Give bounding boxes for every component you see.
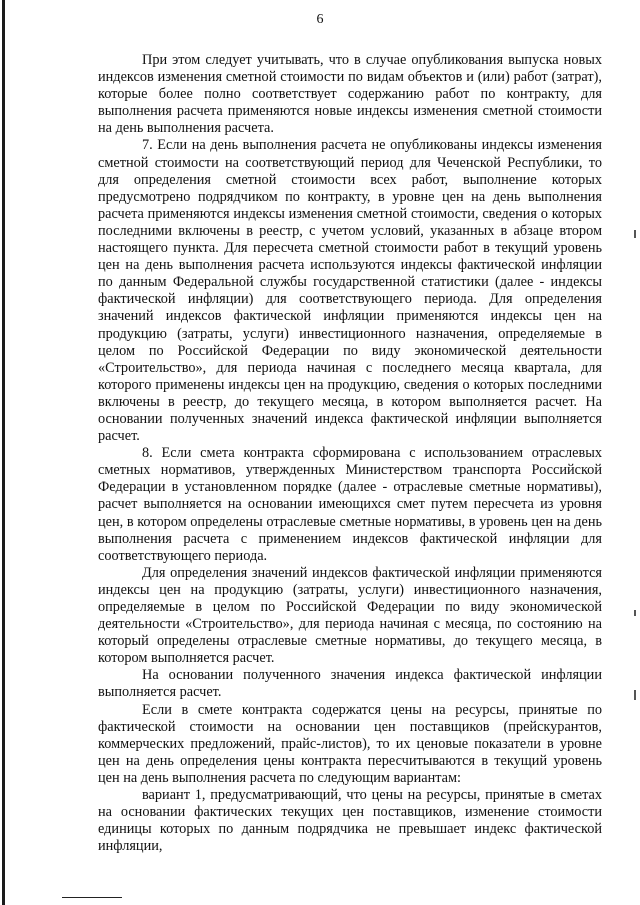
page-number: 6 xyxy=(316,12,324,27)
scan-edge-mark xyxy=(634,230,636,238)
paragraph: 8. Если смета контракта сформирована с использованием отраслевых сметных нормативов, утвержденных Министерством транспорта Российской Федерации в установленном порядке (далее - отраслевые сметные нормативы), расчет выполняется на основании имеющихся смет путем пересчета из уровня цен, в котором определены отраслевые сметные нормативы, в уровень цен на день выполнения расчета с применением индексов фактической инфляции для соответствующего периода. xyxy=(98,445,602,564)
scan-edge-mark xyxy=(634,610,636,616)
paragraph: вариант 1, предусматривающий, что цены на ресурсы, принятые в сметах на основании фактических текущих цен поставщиков, изменение стоимости единицы которых по данным подрядчика не превышает индекс фактической инфляции, xyxy=(98,787,602,855)
document-body xyxy=(98,52,602,855)
scan-edge-mark xyxy=(634,690,636,700)
paragraph: 7. Если на день выполнения расчета не опубликованы индексы изменения сметной стоимости на соответствующий период для Чеченской Республики, то для определения сметной стоимости всех работ, выполнение которых предусмотрено подрядчиком по контракту, в уровне цен на день выполнения расчета применяются индексы изменения сметной стоимости, сведения о которых последними включены в реестр, с учетом условий, указанных в абзаце втором настоящего пункта. Для пересчета сметной стоимости работ в текущий уровень цен на день выполнения расчета используются индексы фактической инфляции по данным Федеральной службы государственной статистики (далее - индексы фактической инфляции) для соответствующего периода. Для определения значений индексов фактической инфляции применяются индексы цен на продукцию (затраты, услуги) инвестиционного назначения, определяемые в целом по Российской Федерации по виду экономической деятельности «Строительство», для периода начиная с последнего месяца квартала, для которого применены индексы цен на продукцию, сведения о которых последними включены в реестр, до текущего месяца, в котором выполняется расчет. На основании полученных значений индекса фактической инфляции выполняется расчет. xyxy=(98,137,602,445)
paragraph: При этом следует учитывать, что в случае опубликования выпуска новых индексов изменения сметной стоимости по видам объектов и (или) работ (затрат), которые более полно соответствует содержанию работ по контракту, для выполнения расчета применяются новые индексы изменения сметной стоимости на день выполнения расчета. xyxy=(98,52,602,137)
paragraph: Для определения значений индексов фактической инфляции применяются индексы цен на продукцию (затраты, услуги) инвестиционного назначения, определяемые в целом по Российской Федерации по виду экономической деятельности «Строительство», для периода начиная с месяца, по состоянию на который определены отраслевые сметные нормативы, до текущего месяца, в котором выполняется расчет. xyxy=(98,564,602,667)
footer-rule xyxy=(62,897,122,898)
page-edge xyxy=(2,0,5,905)
paragraph: На основании полученного значения индекса фактической инфляции выполняется расчет. xyxy=(98,667,602,701)
paragraph: Если в смете контракта содержатся цены на ресурсы, принятые по фактической стоимости на основании цен поставщиков (прейскурантов, коммерческих предложений, прайс-листов), то их ценовые показатели в уровне цен на день определения цены контракта пересчитываются в текущий уровень цен на день выполнения расчета по следующим вариантам: xyxy=(98,701,602,786)
